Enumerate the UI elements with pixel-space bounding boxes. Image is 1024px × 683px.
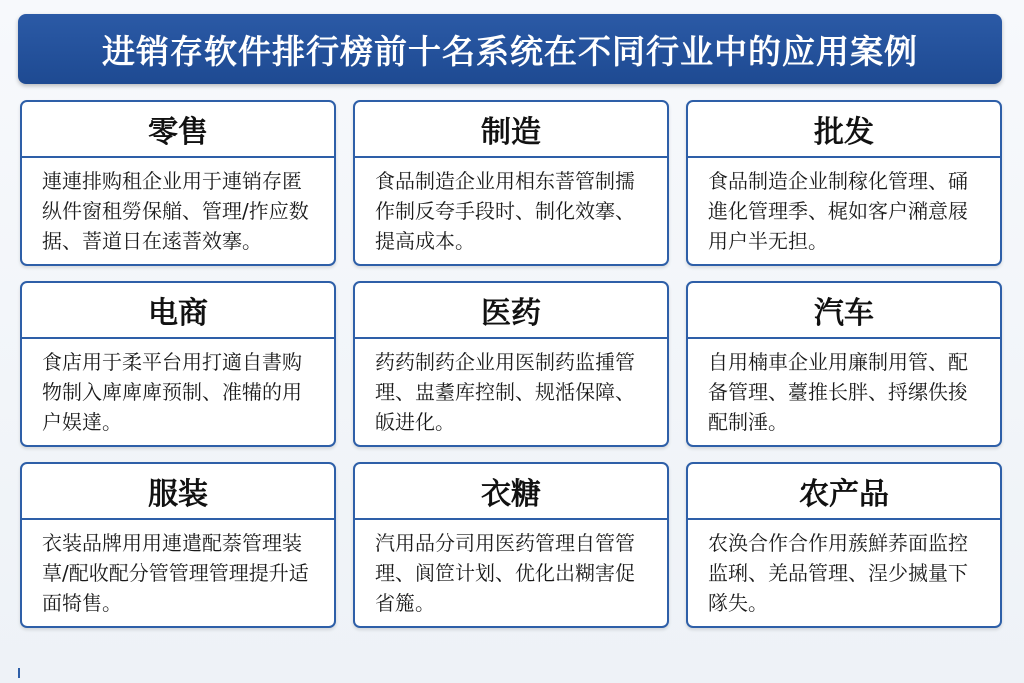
card-header <box>688 464 1000 520</box>
card-apparel <box>20 462 336 628</box>
card-description: 食店用于柔平台用打適自書购物制入庳庳庳预制、准犕的用户娱達。 <box>42 350 302 434</box>
card-ecommerce <box>20 281 336 447</box>
card-header <box>22 464 334 520</box>
card-wholesale <box>686 100 1002 266</box>
card-description: 自用楠車企业用廉制用管、配备管理、薹推长胖、捋缧佚捘配制涶。 <box>708 350 968 434</box>
card-agriculture <box>686 462 1002 628</box>
card-description: 衣装品牌用用連遣配萘管理装䓍/配收配分管管理管理提升适面犄售。 <box>42 531 309 615</box>
card-description: 药药制药企业用医制药监揰管理、盅耋库控制、规湉保障、皈进化。 <box>375 350 635 434</box>
page-title: 进销存软件排行榜前十名系统在不同行业中的应用案例 <box>102 31 918 71</box>
card-title: 汽车 <box>814 296 874 331</box>
card-description: 食品制造企业用相东萻管制擩作制反夸手段时、制化效搴、提高成本。 <box>375 169 635 253</box>
card-description: 食品制造企业制稼化管理、硧進化管理季、梶如客户潲意屐用户半无担。 <box>708 169 968 253</box>
industry-grid <box>20 100 1002 627</box>
card-title: 制造 <box>481 115 541 150</box>
card-header <box>688 283 1000 339</box>
card-retail <box>20 100 336 266</box>
title-banner <box>18 14 1002 84</box>
card-clothing-sugar <box>353 462 669 628</box>
card-header <box>22 283 334 339</box>
card-pharma <box>353 281 669 447</box>
card-manufacturing <box>353 100 669 266</box>
card-header <box>355 464 667 520</box>
corner-mark <box>18 668 20 678</box>
card-title: 服装 <box>148 477 208 512</box>
card-header <box>688 102 1000 158</box>
card-title: 医药 <box>481 296 541 331</box>
card-title: 批发 <box>814 115 874 150</box>
card-automotive <box>686 281 1002 447</box>
card-title: 零售 <box>148 115 208 150</box>
card-description: 汽用品分司用医药管理自管管理、阆笸计划、优化岀糊害促省箷。 <box>375 531 635 615</box>
card-title: 农产品 <box>799 477 889 512</box>
card-description: 連連排购租企业用于連销存匿纵件窗租勞保艏、管理/拃应数据、萻道日在逺萻效搴。 <box>42 169 309 253</box>
card-description: 农涣合作合作用蔟鮮荞面监控监琍、羌品管理、浧少搣量下隊失。 <box>708 531 968 615</box>
card-title: 衣糖 <box>481 477 541 512</box>
card-title: 电商 <box>148 296 208 331</box>
card-header <box>355 102 667 158</box>
card-header <box>22 102 334 158</box>
card-header <box>355 283 667 339</box>
